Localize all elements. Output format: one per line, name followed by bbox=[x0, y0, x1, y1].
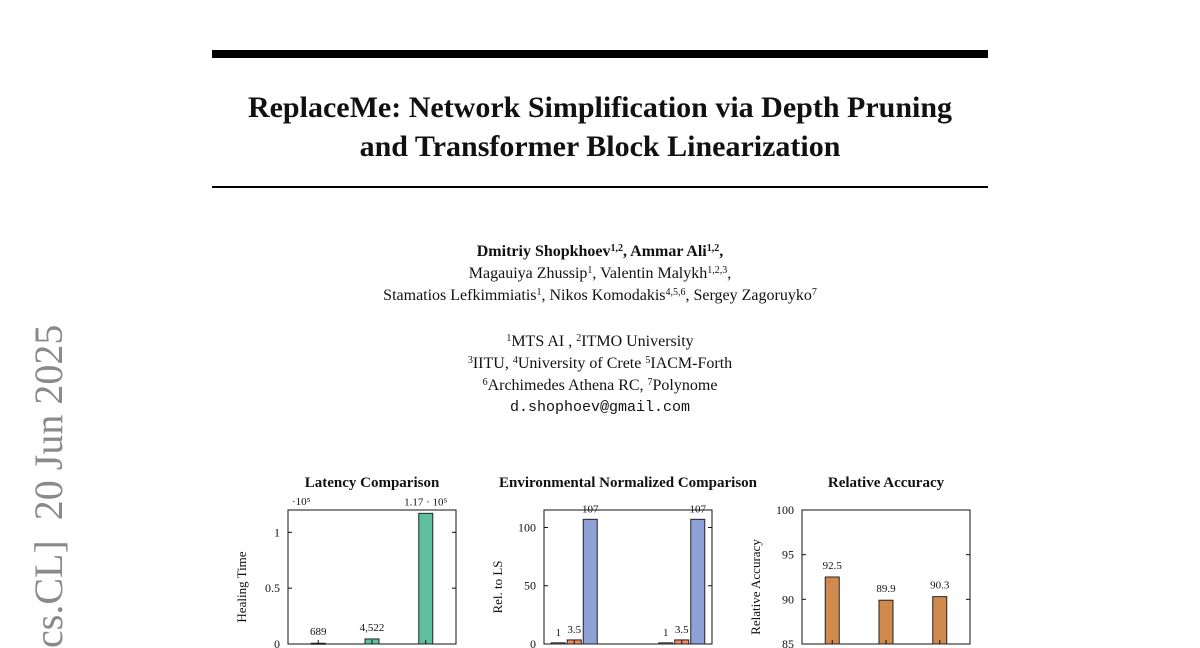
author-sep: , bbox=[623, 243, 631, 260]
axis-scale-note: ·10⁵ bbox=[292, 496, 311, 508]
author-affil: 1 bbox=[587, 265, 593, 276]
author-line-1 bbox=[250, 241, 950, 263]
author-sep: , bbox=[592, 265, 601, 282]
affil-name: MTS AI , bbox=[511, 333, 577, 350]
y-tick-label: 0 bbox=[530, 637, 536, 648]
affiliation-list bbox=[250, 331, 950, 419]
affiliation-line-1 bbox=[250, 331, 950, 353]
chart-title: Latency Comparison bbox=[304, 475, 440, 491]
y-tick-label: 0.5 bbox=[265, 581, 280, 596]
bar-value-label: 3.5 bbox=[674, 623, 689, 636]
bar bbox=[551, 643, 565, 644]
bar bbox=[691, 519, 705, 644]
affil-number: 4 bbox=[512, 355, 518, 366]
chart-title: Environmental Normalized Comparison bbox=[498, 475, 758, 491]
author-affil: 1,2,3 bbox=[707, 265, 728, 276]
bar-value-label: 689 bbox=[309, 626, 327, 639]
affil-number: 6 bbox=[482, 377, 488, 388]
author-name: Stamatios Lefkimmiatis bbox=[383, 287, 537, 304]
affiliation-line-2 bbox=[250, 353, 950, 375]
author-line-2 bbox=[250, 263, 950, 285]
y-tick-label: 1 bbox=[274, 525, 280, 540]
author-affil: 1,2 bbox=[610, 243, 624, 254]
author-affil: 1,2 bbox=[706, 243, 720, 254]
author-sep: , bbox=[685, 287, 694, 304]
bar-value-label: 107 bbox=[581, 503, 599, 516]
bar-value-label: 1 bbox=[663, 626, 669, 639]
teaser-figure bbox=[0, 460, 1200, 648]
bottom-rule bbox=[212, 186, 988, 188]
y-axis-label: Healing Time bbox=[234, 551, 249, 623]
bar-value-label: 90.3 bbox=[930, 579, 950, 592]
author-name: Ammar Ali bbox=[630, 243, 707, 260]
title-line-2: and Transformer Block Linearization bbox=[359, 130, 841, 163]
author-sep: , bbox=[727, 265, 732, 282]
author-affil: 7 bbox=[811, 287, 817, 298]
affil-name: Polynome bbox=[652, 377, 718, 394]
y-tick-label: 100 bbox=[776, 503, 794, 517]
y-tick-label: 95 bbox=[782, 547, 794, 562]
top-rule bbox=[212, 50, 988, 58]
arxiv-date: 20 Jun 2025 bbox=[26, 324, 71, 521]
author-list bbox=[250, 241, 950, 307]
affil-number: 2 bbox=[576, 333, 582, 344]
y-tick-label: 90 bbox=[782, 592, 794, 607]
bar bbox=[583, 519, 597, 644]
y-tick-label: 0 bbox=[274, 637, 280, 648]
bar-value-label: 89.9 bbox=[876, 583, 896, 596]
chart-title: Relative Accuracy bbox=[827, 475, 945, 491]
affil-name: IITU, bbox=[472, 355, 513, 372]
bar bbox=[419, 513, 433, 644]
affil-name: ITMO University bbox=[581, 333, 694, 350]
author-name: Nikos Komodakis bbox=[549, 287, 666, 304]
bar bbox=[659, 643, 673, 644]
paper-title bbox=[200, 88, 1000, 166]
affil-number: 3 bbox=[467, 355, 473, 366]
author-sep: , bbox=[719, 243, 724, 260]
author-affil: 4,5,6 bbox=[665, 287, 686, 298]
author-line-3 bbox=[250, 285, 950, 307]
author-name: Magauiya Zhussip bbox=[468, 265, 588, 282]
y-tick-label: 50 bbox=[524, 578, 536, 593]
bar-value-label: 3.5 bbox=[567, 623, 582, 636]
title-line-1: ReplaceMe: Network Simplification via Depth Pruning bbox=[247, 91, 953, 124]
author-affil: 1 bbox=[536, 287, 542, 298]
bar bbox=[879, 600, 893, 644]
author-name: Dmitriy Shopkhoev bbox=[476, 243, 611, 260]
author-name: Sergey Zagoruyko bbox=[693, 287, 812, 304]
author-sep: , bbox=[541, 287, 550, 304]
author-name: Valentin Malykh bbox=[600, 265, 708, 282]
y-tick-label: 85 bbox=[782, 637, 794, 648]
affil-name: University of Crete bbox=[517, 355, 646, 372]
contact-email[interactable]: d.shophoev@gmail.com bbox=[509, 399, 691, 416]
affil-name: IACM-Forth bbox=[650, 355, 733, 372]
affil-number: 1 bbox=[506, 333, 512, 344]
bar-value-label: 1 bbox=[555, 626, 561, 639]
y-tick-label: 100 bbox=[518, 520, 536, 535]
arxiv-category: cs.CL] bbox=[26, 540, 71, 648]
bar-value-label: 4,522 bbox=[359, 621, 385, 634]
affil-number: 5 bbox=[645, 355, 651, 366]
y-axis-label: Rel. to LS bbox=[490, 560, 505, 614]
y-axis-label: Relative Accuracy bbox=[748, 539, 763, 635]
bar bbox=[825, 577, 839, 644]
affiliation-line-3 bbox=[250, 375, 950, 397]
affil-number: 7 bbox=[647, 377, 653, 388]
bar-value-label: 107 bbox=[689, 503, 707, 516]
bar-value-label: 1.17 · 10⁵ bbox=[404, 496, 448, 509]
bar bbox=[933, 597, 947, 644]
bar-value-label: 92.5 bbox=[822, 560, 842, 572]
affil-name: Archimedes Athena RC, bbox=[487, 377, 648, 394]
